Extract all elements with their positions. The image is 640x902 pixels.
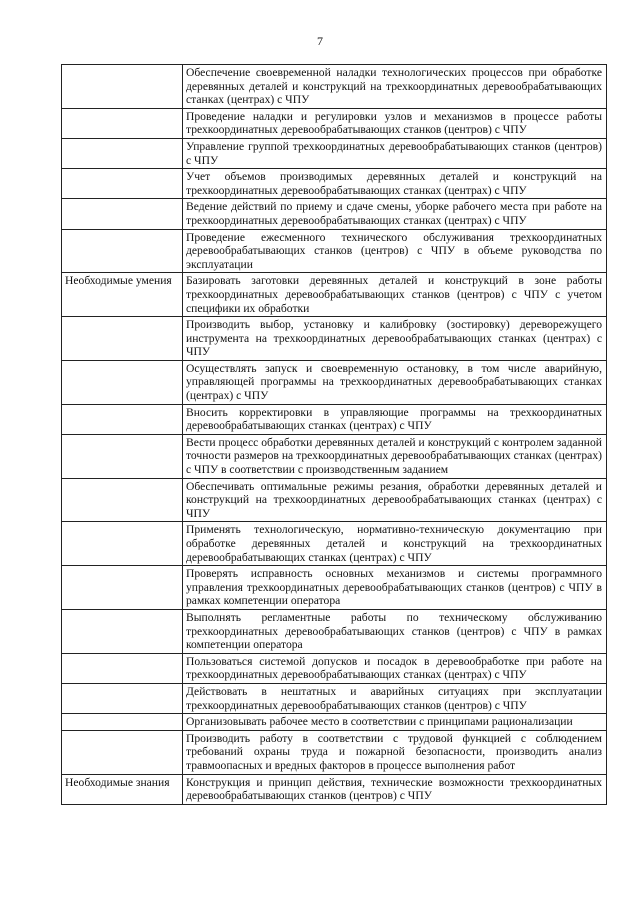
table-row [62,169,607,199]
requirement-cell [183,169,607,199]
table-row [62,683,607,713]
section-label-cell-continued [62,138,183,168]
table-row [62,653,607,683]
requirement-cell [183,522,607,566]
table-row [62,229,607,273]
requirement-cell [183,434,607,478]
requirement-text: Применять технологическую, нормативно-техническую документацию при обработке деревянных деталей и конструкций на трехкоординатных деревообрабатывающих станках (центрах) с ЧПУ [186,523,602,564]
requirement-text: Производить выбор, установку и калибровку (зостировку) дереворежущего инструмента на трехкоординатных деревообрабатывающих станках (центрах) с ЧПУ [186,318,602,359]
section-label-cell-continued [62,360,183,404]
requirement-cell [183,730,607,774]
requirement-cell [183,199,607,229]
section-label-cell-continued [62,478,183,522]
section-label-cell-continued [62,404,183,434]
table-row [62,730,607,774]
section-label-cell-continued [62,730,183,774]
table-row [62,714,607,731]
requirement-text: Осуществлять запуск и своевременную остановку, в том числе аварийную, управляющей программы на трехкоординатных деревообрабатывающих станках (центрах) с ЧПУ [186,361,602,403]
requirement-text: Проведение наладки и регулировки узлов и механизмов в процессе работы трехкоординатных деревообрабатывающих станков (центров) с ЧПУ [186,109,602,137]
section-label-cell-continued [62,199,183,229]
section-label-cell [62,273,183,317]
requirement-text: Проведение ежесменного технического обслуживания трехкоординатных деревообрабатывающих станков (центров) с ЧПУ в объеме руководства по эксплуатации [186,230,602,271]
table-row [62,138,607,168]
table-row [62,317,607,361]
table-row [62,478,607,522]
section-label-cell-continued [62,683,183,713]
requirement-text: Выполнять регламентные работы по техническому обслуживанию трехкоординатных деревообрабатывающих станков (центров) с ЧПУ в рамках компетенции оператора [186,610,602,652]
requirement-cell [183,609,607,653]
requirement-cell [183,138,607,168]
table-row [62,360,607,404]
table-row [62,566,607,610]
requirement-cell [183,478,607,522]
requirement-text: Вносить корректировки в управляющие программы на трехкоординатных деревообрабатывающих станках (центрах) с ЧПУ [186,405,602,433]
section-label-cell-continued [62,566,183,610]
requirement-text: Обеспечение своевременной наладки технологических процессов при обработке деревянных деталей и конструкций на трехкоординатных деревообрабатывающих станках (центрах) с ЧПУ [186,66,602,107]
table-row [62,273,607,317]
section-label-cell-continued [62,434,183,478]
requirement-text: Обеспечивать оптимальные режимы резания, обработки деревянных деталей и конструкций на трехкоординатных деревообрабатывающих станках (центрах) с ЧПУ [186,479,602,520]
table-row [62,609,607,653]
table-row [62,404,607,434]
requirement-cell [183,714,607,731]
section-label-cell-continued [62,522,183,566]
section-label-cell-continued [62,653,183,683]
requirement-text: Конструкция и принцип действия, технические возможности трехкоординатных деревообрабатывающих станков (центров) с ЧПУ [186,775,602,803]
requirements-table [61,64,607,805]
section-label-cell-continued [62,169,183,199]
requirement-text: Пользоваться системой допусков и посадок в деревообработке при работе на трехкоординатных деревообрабатывающих станках (центрах) с ЧПУ [186,654,602,682]
section-label-cell [62,774,183,804]
requirement-cell [183,273,607,317]
table-row [62,108,607,138]
table-row [62,199,607,229]
requirement-cell [183,774,607,804]
requirement-cell [183,360,607,404]
section-label-cell-continued [62,714,183,731]
section-label: Необходимые знания [65,775,170,789]
table-row [62,434,607,478]
section-label-cell-continued [62,609,183,653]
page-number: 7 [317,34,323,48]
requirement-text: Производить работу в соответствии с трудовой функцией с соблюдением требований охраны труда и пожарной безопасности, производить анализ травмоопасных и вредных факторов в процессе выполнения работ [186,731,602,772]
requirement-text: Действовать в нештатных и аварийных ситуациях при эксплуатации трехкоординатных деревообрабатывающих станков (центров) с ЧПУ [186,684,602,712]
requirement-cell [183,404,607,434]
requirement-text: Базировать заготовки деревянных деталей и конструкций в зоне работы трехкоординатных деревообрабатывающих станков (центров) с ЧПУ с учетом специфики их обработки [186,274,602,315]
requirement-cell [183,566,607,610]
requirement-text: Учет объемов производимых деревянных деталей и конструкций на трехкоординатных деревообрабатывающих станках (центрах) с ЧПУ [186,170,602,197]
section-label-cell-continued [62,108,183,138]
requirement-text: Организовывать рабочее место в соответствии с принципами рационализации [186,715,573,729]
section-label: Необходимые умения [65,274,172,288]
requirement-cell [183,108,607,138]
table-row [62,65,607,109]
table-row [62,522,607,566]
requirement-cell [183,317,607,361]
requirement-cell [183,653,607,683]
requirement-text: Управление группой трехкоординатных деревообрабатывающих станков (центров) с ЧПУ [186,139,602,167]
requirement-text: Проверять исправность основных механизмов и системы программного управления трехкоординатных деревообрабатывающих станков (центров) с ЧПУ в рамках компетенции оператора [186,567,602,608]
requirement-text: Вести процесс обработки деревянных деталей и конструкций с контролем заданной точности размеров на трехкоординатных деревообрабатывающих станках (центрах) с ЧПУ в соответствии с производственным заданием [186,435,602,477]
requirements-table-body [62,65,607,805]
section-label-cell-continued [62,229,183,273]
requirement-cell [183,229,607,273]
requirement-cell [183,65,607,109]
section-label-cell-continued [62,317,183,361]
section-label-cell [62,65,183,109]
requirement-cell [183,683,607,713]
requirement-text: Ведение действий по приему и сдаче смены, уборке рабочего места при работе на трехкоординатных деревообрабатывающих станках (центрах) с ЧПУ [186,200,602,227]
table-row [62,774,607,804]
